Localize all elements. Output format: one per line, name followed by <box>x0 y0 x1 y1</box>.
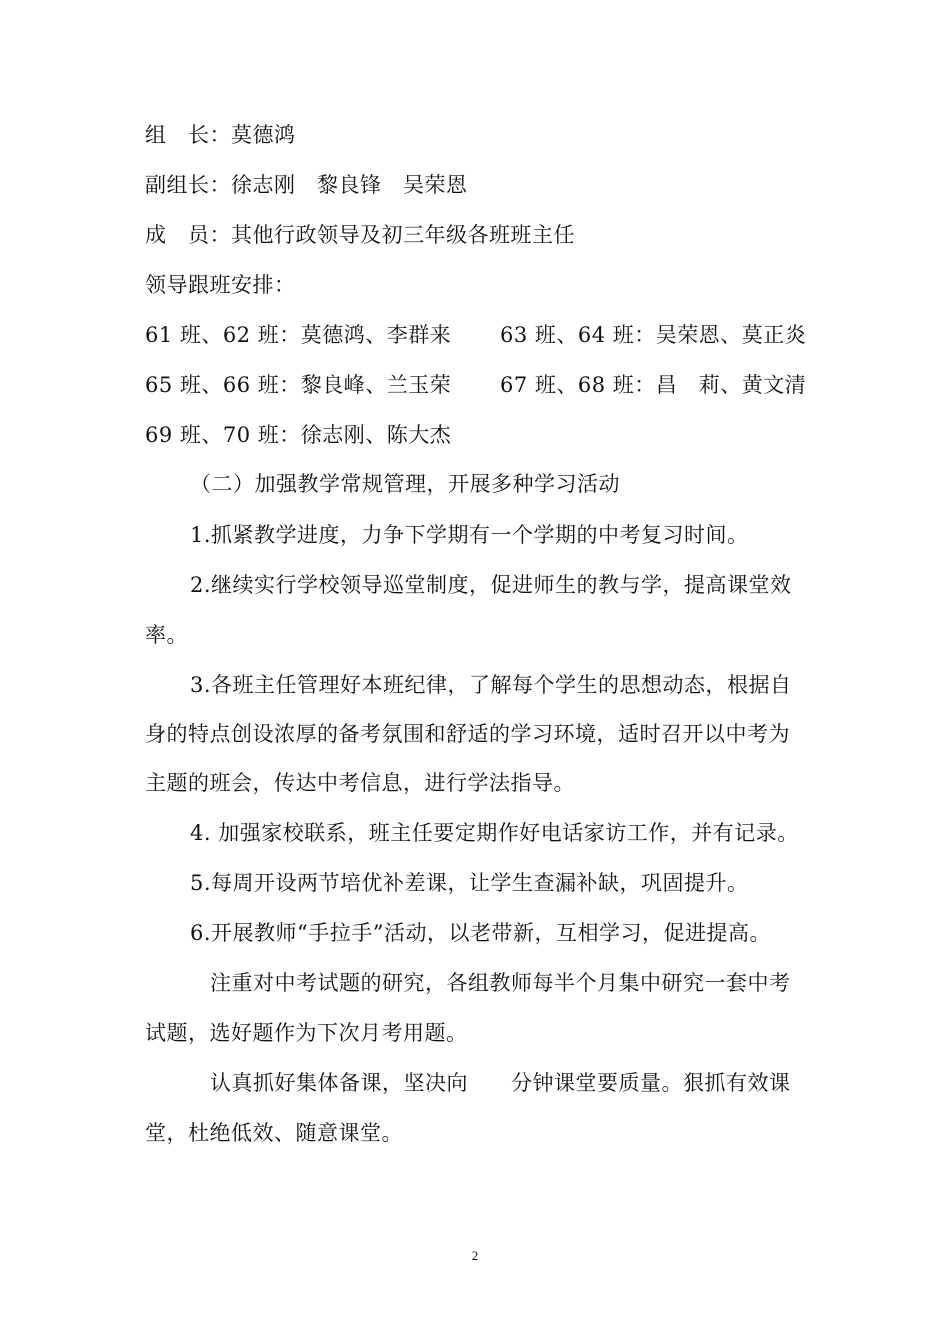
page-number: 2 <box>471 1248 479 1263</box>
item-5: 5.每周开设两节培优补差课，让学生查漏补缺，巩固提升。 <box>190 871 749 895</box>
deputy-leader-line: 副组长：徐志刚 黎良锋 吴荣恩 <box>145 173 468 197</box>
class-assignment-heading: 领导跟班安排： <box>145 273 296 297</box>
section-heading: （二）加强教学常规管理，开展多种学习活动 <box>190 472 620 496</box>
item-1: 1.抓紧教学进度，力争下学期有一个学期的中考复习时间。 <box>190 523 749 547</box>
research-paragraph-line-2: 试题，选好题作为下次月考用题。 <box>145 1021 468 1045</box>
group-leader-line: 组 长：莫德鸿 <box>145 123 296 147</box>
class-assignment-63-64: 63 班、64 班：吴荣恩、莫正炎 <box>500 323 807 347</box>
item-6: 6.开展教师“手拉手”活动，以老带新，互相学习，促进提高。 <box>190 921 772 945</box>
members-line: 成 员：其他行政领导及初三年级各班班主任 <box>145 223 575 247</box>
item-4: 4. 加强家校联系，班主任要定期作好电话家访工作，并有记录。 <box>190 821 799 845</box>
class-assignment-61-62: 61 班、62 班：莫德鸿、李群来 <box>145 323 452 347</box>
class-assignment-69-70: 69 班、70 班：徐志刚、陈大杰 <box>145 423 452 447</box>
research-paragraph-line-1: 注重对中考试题的研究，各组教师每半个月集中研究一套中考 <box>210 971 791 995</box>
item-2-line-1: 2.继续实行学校领导巡堂制度，促进师生的教与学，提高课堂效 <box>190 573 792 597</box>
class-assignment-67-68: 67 班、68 班：昌 莉、黄文清 <box>500 373 807 397</box>
class-assignment-65-66: 65 班、66 班：黎良峰、兰玉荣 <box>145 373 452 397</box>
item-2-line-2: 率。 <box>145 623 188 647</box>
item-3-line-3: 主题的班会，传达中考信息，进行学法指导。 <box>145 771 575 795</box>
lesson-prep-paragraph-line-2: 堂，杜绝低效、随意课堂。 <box>145 1121 403 1145</box>
item-3-line-2: 身的特点创设浓厚的备考氛围和舒适的学习环境，适时召开以中考为 <box>145 722 790 746</box>
lesson-prep-paragraph-line-1: 认真抓好集体备课，坚决向 分钟课堂要质量。狠抓有效课 <box>210 1071 791 1095</box>
item-3-line-1: 3.各班主任管理好本班纪律，了解每个学生的思想动态，根据自 <box>190 673 792 697</box>
